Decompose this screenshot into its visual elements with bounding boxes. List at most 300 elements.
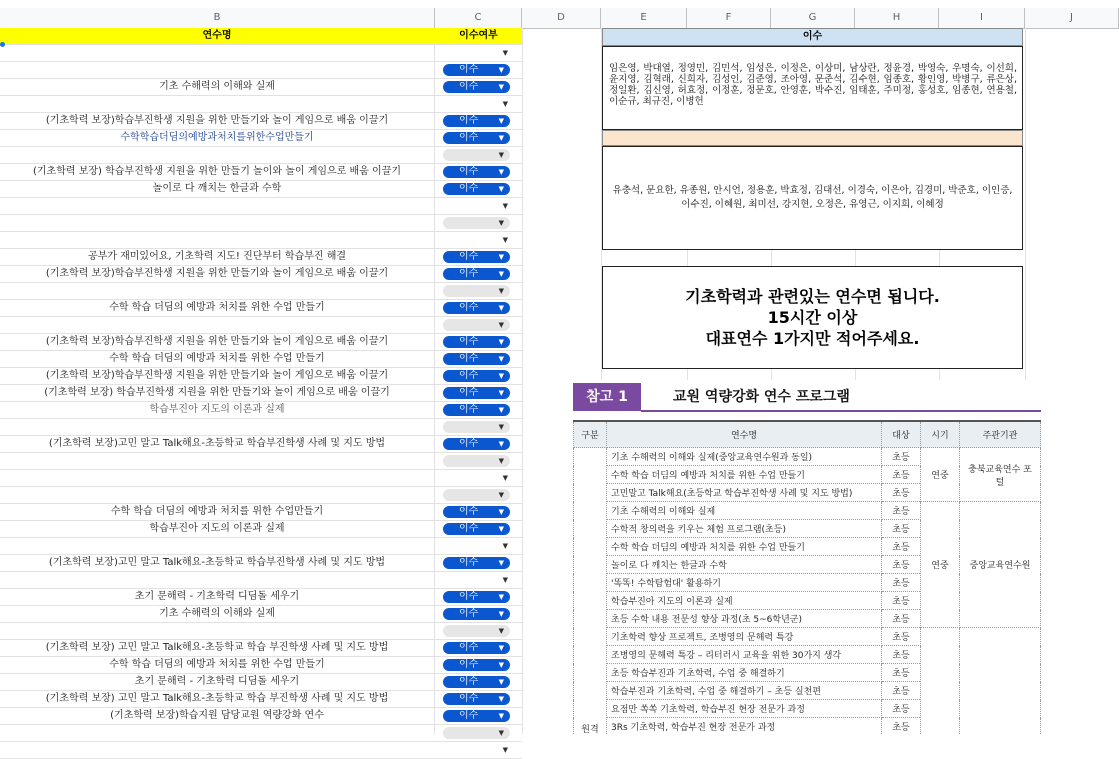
status-chip-label: 이수 [459,387,479,398]
status-cell[interactable] [435,742,522,758]
status-chip-label: 이수 [459,81,479,92]
course-name-cell[interactable] [0,623,434,639]
chevron-down-icon: ▼ [498,372,504,380]
status-cell[interactable] [435,198,522,214]
chevron-down-icon: ▼ [498,593,504,601]
ref-target-cell: 초등 [882,592,921,610]
title-underline [641,410,1041,412]
status-cell[interactable] [435,232,522,248]
status-chip-label: 이수 [459,676,479,687]
status-cell[interactable] [435,623,522,639]
reference-row [574,628,1041,646]
status-cell[interactable] [435,96,522,112]
status-cell[interactable] [435,351,522,367]
dropdown-arrow-icon[interactable]: ▼ [502,236,508,244]
status-cell[interactable] [435,113,522,129]
reference-table [573,420,1041,734]
ref-target-cell: 초등 [882,610,921,628]
status-cell[interactable] [435,368,522,384]
course-name-cell[interactable]: 기초 수해력의 이해와 실제 [159,81,275,92]
status-dropdown-chip[interactable] [443,370,510,382]
status-dropdown-chip[interactable] [443,676,510,688]
ref-period-cell: 연중 [921,502,960,628]
ref-course-cell: 3Rs 기초학력, 학습부진 현장 전문가 과정 [607,718,882,735]
gridline [522,28,523,734]
course-name-cell[interactable]: (기초학력 보장) 학습부진학생 지원을 위한 만들기와 놀이 게임으로 배움 이끌기 [44,387,390,398]
status-cell[interactable] [435,300,522,316]
status-chip-label: 이수 [459,710,479,721]
status-cell[interactable] [435,691,522,707]
column-header-f[interactable]: F [687,8,771,28]
status-cell[interactable] [435,249,522,265]
ref-course-cell: '똑똑! 수학탐험대' 활용하기 [607,574,882,592]
ref-target-cell: 초등 [882,718,921,735]
status-dropdown-chip[interactable] [443,353,510,365]
status-cell[interactable] [435,419,522,435]
table-row[interactable] [0,742,522,759]
empty-dropdown-chip[interactable] [443,217,510,229]
empty-dropdown-chip[interactable] [443,319,510,331]
course-name-cell[interactable]: (기초학력 보장) 고민 말고 Talk해요-초등학교 학습 부진학생 사례 및 지도 방법 [45,642,389,653]
status-cell[interactable] [435,589,522,605]
status-dropdown-chip[interactable] [443,659,510,671]
chevron-down-icon: ▼ [498,508,504,516]
course-name-cell[interactable] [0,725,434,741]
names-list-2: 유충석, 문요한, 유종원, 안시언, 정용훈, 박효정, 김대선, 이경숙, 이은아, 김경미, 박준호, 이인증, 이수진, 이혜원, 최미선, 강지현, 오정은, 유영근, 이지희, 이혜정 [612,185,1013,210]
table-row[interactable] [0,487,522,504]
status-cell[interactable] [435,79,522,95]
course-name-cell[interactable] [0,62,434,78]
table-row[interactable] [0,385,522,402]
course-name-cell[interactable]: 수학학습더딤의예방과처치를위한수업만들기 [120,132,314,143]
table-row[interactable] [0,657,522,674]
status-chip-label: 이수 [459,659,479,670]
table-row[interactable] [0,521,522,538]
empty-dropdown-chip[interactable] [443,625,510,637]
table-row[interactable] [0,674,522,691]
course-name-cell[interactable] [0,419,434,435]
table-row[interactable] [0,572,522,589]
course-name-cell[interactable]: (기초학력 보장)학습부진학생 지원을 위한 만들기와 놀이 게임으로 배움 이끌기 [45,336,389,347]
course-name-cell[interactable]: 학습부진아 지도의 이론과 실제 [149,404,285,415]
table-row[interactable] [0,283,522,300]
status-dropdown-chip[interactable] [443,132,510,144]
status-cell[interactable] [435,45,522,61]
status-dropdown-chip[interactable] [443,710,510,722]
column-header-i[interactable]: I [939,8,1025,28]
course-name-cell[interactable]: 초기 문해력 - 기초학력 디딤돌 세우기 [134,591,300,602]
names-box-1[interactable] [602,46,1023,130]
status-cell[interactable] [435,436,522,452]
course-name-cell[interactable] [0,538,434,554]
table-row[interactable] [0,470,522,487]
status-cell[interactable] [435,470,522,486]
table-row[interactable] [0,181,522,198]
status-dropdown-chip[interactable] [443,251,510,263]
status-dropdown-chip[interactable] [443,693,510,705]
course-name-cell[interactable] [0,96,434,112]
status-chip-label: 이수 [459,64,479,75]
ref-target-cell: 초등 [882,556,921,574]
column-header-h[interactable]: H [855,8,939,28]
status-dropdown-chip[interactable] [443,81,510,93]
status-chip-label: 이수 [459,370,479,381]
status-dropdown-chip[interactable] [443,557,510,569]
table-row[interactable] [0,453,522,470]
status-chip-label: 이수 [459,438,479,449]
status-chip-label: 이수 [459,506,479,517]
status-cell[interactable] [435,62,522,78]
status-chip-label: 이수 [459,132,479,143]
chevron-down-icon: ▼ [498,355,504,363]
reference-table-body [574,448,1041,735]
status-cell[interactable] [435,283,522,299]
table-row[interactable] [0,589,522,606]
status-cell[interactable] [435,317,522,333]
ref-period-cell [921,628,960,735]
status-cell[interactable] [435,164,522,180]
chevron-down-icon: ▼ [498,66,504,74]
chevron-down-icon: ▼ [498,168,504,176]
table-row[interactable] [0,164,522,181]
status-cell[interactable] [435,521,522,537]
names-list-1: 임은영, 박대열, 정영민, 김민석, 임성은, 이정은, 이상미, 남상란, 정윤경, 박영숙, 우명숙, 이선희, 윤지영, 김혁래, 신희자, 김성인, 김준영, 조아영, 문준석, 김수현, 임종호, 황인영, 박병구, 류은상, 정일환, 김신영, 허효정, 이정훈, 정문호, 안영훈, 박수진, 임태훈, 주미정, 홍성호, 임종현, 연용철, 이순규, 최규진, 이병헌 [609,63,1017,107]
table-row[interactable] [0,504,522,521]
course-name-cell[interactable]: 학습부진아 지도의 이론과 실제 [149,523,285,534]
course-name-cell[interactable]: (기초학력 보장) 학습부진학생 지원을 위한 만들기 놀이와 놀이 게임으로 배움 이끌기 [32,166,402,177]
dropdown-arrow-icon[interactable]: ▼ [502,576,508,584]
notice-line-3: 대표연수 1가지만 적어주세요. [705,329,920,348]
ref-course-cell: 수학 학습 더딤의 예방과 처치를 위한 수업 만들기 [607,466,882,484]
header-row [0,28,522,45]
status-cell[interactable] [435,147,522,163]
table-row[interactable] [0,113,522,130]
ref-target-cell: 초등 [882,448,921,466]
empty-dropdown-chip[interactable] [443,489,510,501]
course-name-cell[interactable]: 수학 학습 더딤의 예방과 처치를 위한 수업 만들기 [109,353,325,364]
table-row[interactable] [0,708,522,725]
status-chip-label: 이수 [459,591,479,602]
table-row[interactable] [0,419,522,436]
status-dropdown-chip[interactable] [443,523,510,535]
column-header-j[interactable]: J [1025,8,1119,28]
names-box-2[interactable] [602,146,1023,250]
table-row[interactable] [0,300,522,317]
course-name-cell[interactable]: (기초학력 보장) 고민 말고 Talk해요-초등학교 학습 부진학생 사례 및 지도 방법 [45,693,389,704]
status-cell[interactable] [435,504,522,520]
dropdown-arrow-icon[interactable]: ▼ [502,100,508,108]
empty-dropdown-chip[interactable] [443,727,510,739]
course-name-cell[interactable]: 기초 수해력의 이해와 실제 [159,608,275,619]
chevron-down-icon: ▼ [498,134,504,142]
table-row[interactable] [0,130,522,147]
course-name-cell[interactable]: 수학 학습 더딤의 예방과 처치를 위한 수업 만들기 [109,302,325,313]
ref-target-cell: 초등 [882,664,921,682]
table-row[interactable] [0,368,522,385]
chevron-down-icon: ▼ [498,219,504,227]
status-cell[interactable] [435,130,522,146]
status-chip-label: 이수 [459,642,479,653]
status-cell[interactable] [435,402,522,418]
ref-target-cell: 초등 [882,628,921,646]
column-header-b[interactable]: B [0,8,435,28]
dropdown-arrow-icon[interactable]: ▼ [502,746,508,754]
course-name-cell[interactable]: 초기 문해력 - 기초학력 디딤돌 세우기 [134,676,300,687]
chevron-down-icon: ▼ [498,304,504,312]
status-dropdown-chip[interactable] [443,64,510,76]
status-dropdown-chip[interactable] [443,642,510,654]
status-cell[interactable] [435,266,522,282]
ref-course-cell: 학습부진과 기초학력, 수업 중 해결하기 – 초등 실천편 [607,682,882,700]
reference-row [574,502,1041,520]
course-name-cell[interactable] [0,215,434,231]
reference-image [573,380,1041,734]
status-dropdown-chip[interactable] [443,166,510,178]
status-chip-label: 이수 [459,353,479,364]
status-header[interactable]: 이수여부 [459,30,498,41]
ref-target-cell: 초등 [882,682,921,700]
ref-course-cell: 요점만 쏙쏙 기초학력, 학습부진 현장 전문가 과정 [607,700,882,718]
empty-dropdown-chip[interactable] [443,285,510,297]
course-name-cell[interactable] [0,45,434,61]
notice-box[interactable] [602,266,1023,369]
dropdown-arrow-icon[interactable]: ▼ [502,202,508,210]
column-header-bar [0,8,1119,29]
status-chip-label: 이수 [459,115,479,126]
course-name-cell[interactable]: (기초학력 보장)고민 말고 Talk해요-초등학교 학습부진학생 사례 및 지도 방법 [48,438,386,449]
course-name-cell[interactable]: 수학 학습 더딤의 예방과 처치를 위한 수업 만들기 [109,659,325,670]
status-dropdown-chip[interactable] [443,591,510,603]
column-header-d[interactable]: D [522,8,601,28]
table-row[interactable] [0,538,522,555]
table-row[interactable] [0,606,522,623]
ref-course-cell: 조병영의 문해력 특강 – 리터러시 교육을 위한 30가지 생각 [607,646,882,664]
table-row[interactable] [0,334,522,351]
status-cell[interactable] [435,708,522,724]
status-cell[interactable] [435,487,522,503]
notice-line-1: 기초학력과 관련있는 연수면 됩니다. [685,287,940,306]
table-row[interactable] [0,79,522,96]
ref-target-cell: 초등 [882,538,921,556]
chevron-down-icon: ▼ [498,423,504,431]
course-name-cell[interactable]: (기초학력 보장)학습부진학생 지원을 위한 만들기와 놀이 게임으로 배움 이끌기 [45,268,389,279]
ref-category-cell: 원격 [574,448,607,735]
chevron-down-icon: ▼ [498,610,504,618]
completed-header[interactable]: 이수 [602,28,1023,46]
chevron-down-icon: ▼ [498,270,504,278]
ref-course-cell: 수학적 창의력을 키우는 체험 프로그램(초등) [607,520,882,538]
chevron-down-icon: ▼ [498,321,504,329]
status-chip-label: 이수 [459,183,479,194]
chevron-down-icon: ▼ [498,287,504,295]
dropdown-arrow-icon[interactable]: ▼ [502,49,508,57]
ref-target-cell: 초등 [882,646,921,664]
table-row[interactable] [0,351,522,368]
course-name-cell[interactable]: 놀이로 다 깨치는 한글과 수학 [152,183,282,194]
ref-target-cell: 초등 [882,502,921,520]
ref-course-cell: 수학 학습 더딤의 예방과 처치를 위한 수업 만들기 [607,538,882,556]
ref-course-cell: 놀이로 다 깨치는 한글과 수학 [607,556,882,574]
table-row[interactable] [0,317,522,334]
column-header-e[interactable]: E [601,8,687,28]
course-name-cell[interactable] [0,572,434,588]
course-name-cell[interactable]: (기초학력 보장)고민 말고 Talk해요-초등학교 학습부진학생 사례 및 지도 방법 [48,557,386,568]
ref-course-cell: 기초 수해력의 이해와 실제(중앙교육연수원과 동일) [607,448,882,466]
highlight-cell[interactable] [602,130,1023,146]
column-header-g[interactable]: G [771,8,855,28]
course-name-cell[interactable] [0,283,434,299]
chevron-down-icon: ▼ [498,712,504,720]
column-header-c[interactable]: C [435,8,522,28]
chevron-down-icon: ▼ [498,491,504,499]
course-name-cell[interactable] [0,317,434,333]
chevron-down-icon: ▼ [498,627,504,635]
table-row[interactable] [0,62,522,79]
status-chip-label: 이수 [459,268,479,279]
course-name-cell[interactable] [0,453,434,469]
ref-org-cell: 충북교육연수 포털 [960,448,1041,502]
status-cell[interactable] [435,640,522,656]
ref-org-cell: 중앙교육연수원 [960,502,1041,628]
status-dropdown-chip[interactable] [443,115,510,127]
table-row[interactable] [0,691,522,708]
course-name-header[interactable]: 연수명 [202,30,232,41]
chevron-down-icon: ▼ [498,695,504,703]
status-cell[interactable] [435,453,522,469]
course-name-cell[interactable] [0,147,434,163]
table-row[interactable] [0,640,522,657]
reference-row [574,448,1041,466]
course-name-cell[interactable]: (기초학력 보장)학습지원 담당교원 역량강화 연수 [110,710,324,721]
chevron-down-icon: ▼ [498,457,504,465]
ref-target-cell: 초등 [882,574,921,592]
table-row[interactable] [0,402,522,419]
table-row[interactable] [0,232,522,249]
status-dropdown-chip[interactable] [443,302,510,314]
ref-course-cell: 고민말고 Talk해요(초등학교 학습부진학생 사례 및 지도 방법) [607,484,882,502]
status-cell[interactable] [435,181,522,197]
status-cell[interactable] [435,572,522,588]
course-name-cell[interactable] [0,742,434,758]
ref-target-cell: 초등 [882,484,921,502]
status-dropdown-chip[interactable] [443,506,510,518]
table-row[interactable] [0,249,522,266]
ref-header-target: 대상 [882,421,921,448]
chevron-down-icon: ▼ [498,253,504,261]
ref-org-cell [960,628,1041,735]
empty-dropdown-chip[interactable] [443,421,510,433]
status-cell[interactable] [435,215,522,231]
table-row[interactable] [0,555,522,572]
status-chip-label: 이수 [459,404,479,415]
chevron-down-icon: ▼ [498,389,504,397]
chevron-down-icon: ▼ [498,440,504,448]
course-name-cell[interactable]: 공부가 재미있어요, 기초학력 지도! 진단부터 학습부진 해결 [87,251,347,262]
status-chip-label: 이수 [459,336,479,347]
ref-header-org: 주관기관 [960,421,1041,448]
ref-header-period: 시기 [921,421,960,448]
ref-period-cell: 연중 [921,448,960,502]
chevron-down-icon: ▼ [498,406,504,414]
status-chip-label: 이수 [459,608,479,619]
status-chip-label: 이수 [459,251,479,262]
chevron-down-icon: ▼ [498,661,504,669]
course-name-cell[interactable] [0,487,434,503]
status-cell[interactable] [435,606,522,622]
chevron-down-icon: ▼ [498,559,504,567]
empty-dropdown-chip[interactable] [443,455,510,467]
ref-course-cell: 학습부진아 지도의 이론과 실제 [607,592,882,610]
course-name-cell[interactable]: (기초학력 보장)학습부진학생 지원을 위한 만들기와 놀이 게임으로 배움 이끌기 [45,370,389,381]
status-cell[interactable] [435,334,522,350]
table-row[interactable] [0,623,522,640]
status-chip-label: 이수 [459,166,479,177]
dropdown-arrow-icon[interactable]: ▼ [502,542,508,550]
ref-header-course: 연수명 [607,421,882,448]
ref-header-category: 구분 [574,421,607,448]
ref-target-cell: 초등 [882,520,921,538]
status-cell[interactable] [435,385,522,401]
status-dropdown-chip[interactable] [443,336,510,348]
status-chip-label: 이수 [459,693,479,704]
status-dropdown-chip[interactable] [443,268,510,280]
table-row[interactable] [0,436,522,453]
chevron-down-icon: ▼ [498,678,504,686]
chevron-down-icon: ▼ [498,644,504,652]
reference-tag: 참고 1 [573,383,641,411]
empty-dropdown-chip[interactable] [443,149,510,161]
reference-title: 교원 역량강화 연수 프로그램 [673,389,850,405]
chevron-down-icon: ▼ [498,83,504,91]
status-dropdown-chip[interactable] [443,608,510,620]
status-cell[interactable] [435,725,522,741]
course-name-cell[interactable]: 수학 학습 더딤의 예방과 처치를 위한 수업만들기 [110,506,324,517]
course-name-cell[interactable] [0,198,434,214]
status-chip-label: 이수 [459,557,479,568]
table-row[interactable] [0,266,522,283]
status-chip-label: 이수 [459,523,479,534]
course-name-cell[interactable]: (기초학력 보장)학습부진학생 지원을 위한 만들기와 놀이 게임으로 배움 이끌기 [45,115,389,126]
chevron-down-icon: ▼ [498,185,504,193]
notice-line-2: 15시간 이상 [767,308,858,327]
chevron-down-icon: ▼ [498,729,504,737]
table-row[interactable] [0,215,522,232]
status-chip-label: 이수 [459,302,479,313]
status-dropdown-chip[interactable] [443,404,510,416]
table-row[interactable] [0,147,522,164]
ref-target-cell: 초등 [882,700,921,718]
table-row[interactable] [0,198,522,215]
status-cell[interactable] [435,674,522,690]
ref-course-cell: 초등 수학 내용 전문성 향상 과정(초 5~6학년군) [607,610,882,628]
status-cell[interactable] [435,538,522,554]
course-name-cell[interactable] [0,232,434,248]
status-cell[interactable] [435,555,522,571]
ref-course-cell: 초등 학습부진과 기초학력, 수업 중 해결하기 [607,664,882,682]
chevron-down-icon: ▼ [498,117,504,125]
status-dropdown-chip[interactable] [443,183,510,195]
ref-target-cell: 초등 [882,466,921,484]
status-cell[interactable] [435,657,522,673]
chevron-down-icon: ▼ [498,338,504,346]
status-dropdown-chip[interactable] [443,387,510,399]
table-row[interactable] [0,96,522,113]
course-name-cell[interactable] [0,470,434,486]
status-dropdown-chip[interactable] [443,438,510,450]
dropdown-arrow-icon[interactable]: ▼ [502,474,508,482]
table-row[interactable] [0,45,522,62]
ref-course-cell: 기초학력 향상 프로젝트, 조병영의 문해력 특강 [607,628,882,646]
